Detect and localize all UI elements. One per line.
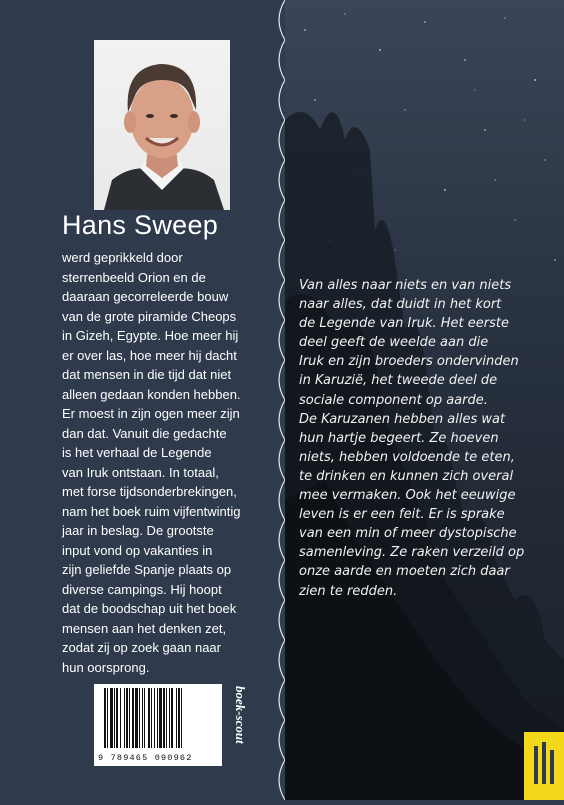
bio-line: er over las, hoe meer hij dacht xyxy=(62,347,237,363)
blurb-line: naar alles, dat duidt in het kort xyxy=(299,297,502,313)
blurb-line: in Karuzië, het tweede deel de xyxy=(299,373,498,389)
author-bio xyxy=(62,248,270,677)
back-cover-right-panel xyxy=(285,0,564,800)
author-name: Hans Sweep xyxy=(62,210,219,240)
blurb-line: samenleving. Ze raken verzeild op xyxy=(299,545,525,561)
barcode-bars xyxy=(94,688,222,754)
blurb-line: Van alles naar niets en van niets xyxy=(299,278,512,293)
publisher-name: boek-scout xyxy=(233,686,248,744)
blurb-line: de Legende van Iruk. Het eerste xyxy=(299,316,509,332)
bio-line: zodat zij op zoek gaan naar xyxy=(62,640,221,655)
bio-line: daaraan gecorreleerde bouw xyxy=(62,289,229,304)
bio-line: is het verhaal de Legende xyxy=(62,445,212,460)
blurb-line: onze aarde en moeten zich daar xyxy=(299,564,510,580)
bio-line: Er moest in zijn ogen meer zijn xyxy=(62,406,240,421)
bio-line: werd geprikkeld door xyxy=(62,250,183,265)
bio-line: hun oorsprong. xyxy=(62,659,150,675)
blurb-line: Iruk en zijn broeders ondervinden xyxy=(299,354,519,370)
bio-line: van de grote piramide Cheops xyxy=(62,308,237,324)
blurb-line: hun hartje begeert. Ze hoeven xyxy=(299,430,499,446)
publisher-logo xyxy=(524,732,564,800)
author-portrait-image xyxy=(94,40,230,210)
isbn-number: 9 789465 090962 xyxy=(98,753,193,763)
back-cover-left-panel xyxy=(0,0,272,800)
bio-line: in Gizeh, Egypte. Hoe meer hij xyxy=(62,328,239,343)
logo-mark-icon xyxy=(524,732,564,800)
blurb-line: te drinken en kunnen zich overal xyxy=(299,468,514,484)
bio-line: alleen gedaan konden hebben. xyxy=(62,386,241,402)
blurb-line: leven is er een feit. Er is sprake xyxy=(299,507,505,523)
bio-line: nam het boek ruim vijfentwintig xyxy=(62,503,241,519)
isbn-barcode xyxy=(94,684,222,766)
bio-line: dat mensen in die tijd dat niet xyxy=(62,367,232,382)
bio-line: met forse tijdsonderbrekingen, xyxy=(62,484,237,499)
blurb-line: niets, hebben voldoende te eten, xyxy=(299,449,515,465)
blurb-line: mee vermaken. Ook het eeuwige xyxy=(299,488,516,504)
bio-line: input vond op vakanties in xyxy=(62,542,213,558)
bio-line: dan dat. Vanuit die gedachte xyxy=(62,425,227,441)
blurb-line: zien te redden. xyxy=(299,583,398,599)
bio-line: diverse campings. Hij hoopt xyxy=(62,581,222,597)
blurb-line: van een min of meer dystopische xyxy=(299,526,517,542)
bio-line: jaar in beslag. De grootste xyxy=(62,523,214,538)
blurb-line: sociale component op aarde. xyxy=(299,392,488,408)
blurb-line: deel geeft de weelde aan die xyxy=(299,335,489,351)
author-photo xyxy=(94,40,230,210)
book-blurb xyxy=(299,276,561,601)
blurb-line: De Karuzanen hebben alles wat xyxy=(299,411,506,427)
bio-line: dat de boodschap uit het boek xyxy=(62,601,237,616)
bio-line: sterrenbeeld Orion en de xyxy=(62,269,206,285)
bio-line: mensen aan het denken zet, xyxy=(62,620,227,636)
bio-line: zijn geliefde Spanje plaats op xyxy=(62,562,232,577)
bio-line: van Iruk ontstaan. In totaal, xyxy=(62,464,219,480)
